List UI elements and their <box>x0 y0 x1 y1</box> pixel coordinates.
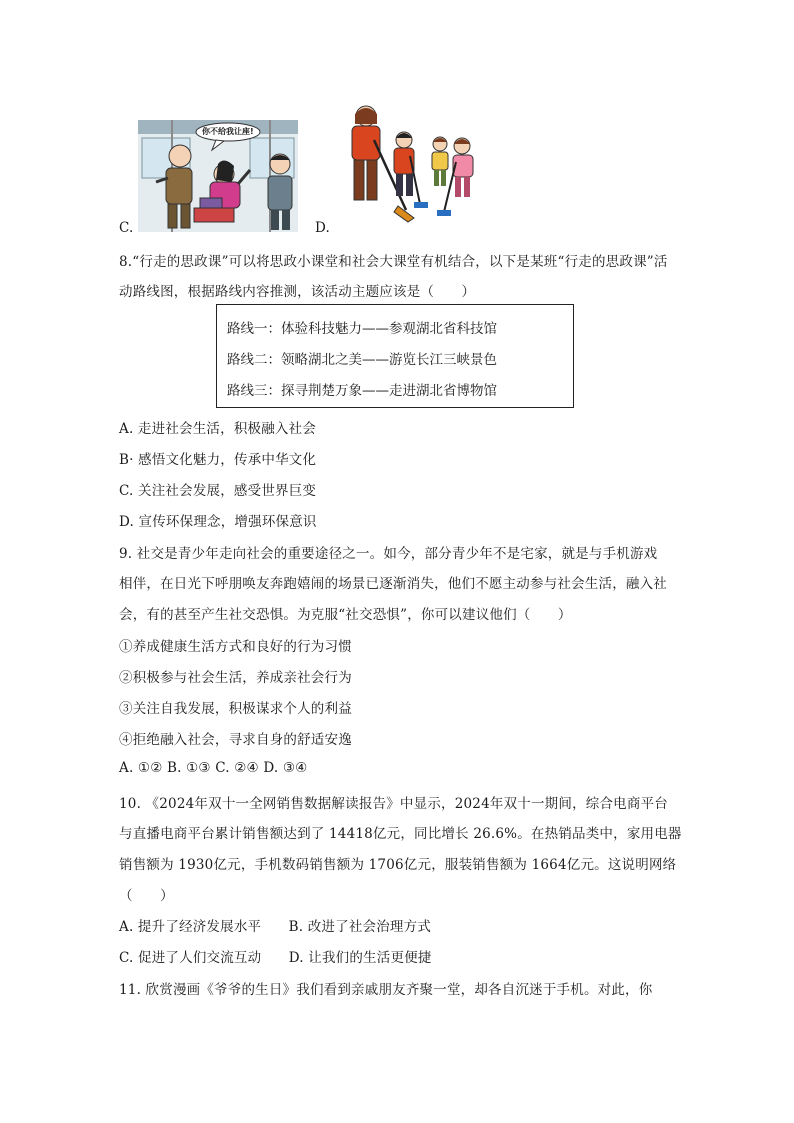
q9-stem-line-3: 会，有的甚至产生社交恐惧。为克服“社交恐惧”，你可以建议他们（ ） <box>119 607 572 623</box>
q8-stem-line-1: 8.“行走的思政课”可以将思政小课堂和社会大课堂有机结合，以下是某班“行走的思政课”活 <box>119 254 668 270</box>
q9-stem-line-1: 9. 社交是青少年走向社会的重要途径之一。如今，部分青少年不是宅家，就是与手机游戏 <box>119 546 658 562</box>
q8-option-a: A. 走进社会生活，积极融入社会 <box>119 421 317 437</box>
route-box <box>216 304 574 408</box>
q9-item-1: ①养成健康生活方式和良好的行为习惯 <box>119 639 352 655</box>
q10-options-1: A. 提升了经济发展水平 B. 改进了社会治理方式 <box>119 919 432 935</box>
speech-bubble-text: 你不给我让座! <box>202 127 254 136</box>
q10-stem-line-3: 销售额为 1930亿元，手机数码销售额为 1706亿元，服装销售额为 1664亿元。这说明网络 <box>119 857 677 873</box>
option-d-label: D. <box>315 220 331 236</box>
cartoon-image-d <box>344 100 492 224</box>
route-1: 路线一：体验科技魅力——参观湖北省科技馆 <box>227 321 497 337</box>
q10-stem-line-1: 10. 《2024年双十一全网销售数据解读报告》中显示，2024年双十一期间，综合电商平台 <box>119 796 668 812</box>
option-c-label: C. <box>119 220 134 236</box>
q10-stem-line-2: 与直播电商平台累计销售额达到了 14418亿元，同比增长 26.6%。在热销品类中，家用电器 <box>119 826 682 842</box>
route-3: 路线三：探寻荆楚万象——走进湖北省博物馆 <box>227 383 497 399</box>
q8-option-b: B· 感悟文化魅力，传承中华文化 <box>119 452 317 468</box>
cartoon-image-c <box>138 120 298 232</box>
q9-item-3: ③关注自我发展，积极谋求个人的利益 <box>119 701 352 717</box>
q9-options: A. ①② B. ①③ C. ②④ D. ③④ <box>119 760 308 776</box>
q8-option-c: C. 关注社会发展，感受世界巨变 <box>119 483 317 499</box>
q11-stem-line-1: 11. 欣赏漫画《爷爷的生日》我们看到亲戚朋友齐聚一堂，却各自沉迷于手机。对此，你 <box>119 982 653 998</box>
route-2: 路线二：领略湖北之美——游览长江三峡景色 <box>227 352 497 368</box>
q10-stem-line-4: （ ） <box>119 888 174 904</box>
q8-option-d: D. 宣传环保理念，增强环保意识 <box>119 514 317 530</box>
q10-options-2: C. 促进了人们交流互动 D. 让我们的生活更便捷 <box>119 950 432 966</box>
q9-item-2: ②积极参与社会生活，养成亲社会行为 <box>119 670 352 686</box>
family-sweeping-illustration <box>344 100 492 224</box>
q9-item-4: ④拒绝融入社会，寻求自身的舒适安逸 <box>119 732 352 748</box>
q8-stem-line-2: 动路线图，根据路线内容推测，该活动主题应该是（ ） <box>119 284 476 300</box>
q9-stem-line-2: 相伴，在日光下呼朋唤友奔跑嬉闹的场景已逐渐消失，他们不愿主动参与社会生活，融入社 <box>119 576 667 592</box>
